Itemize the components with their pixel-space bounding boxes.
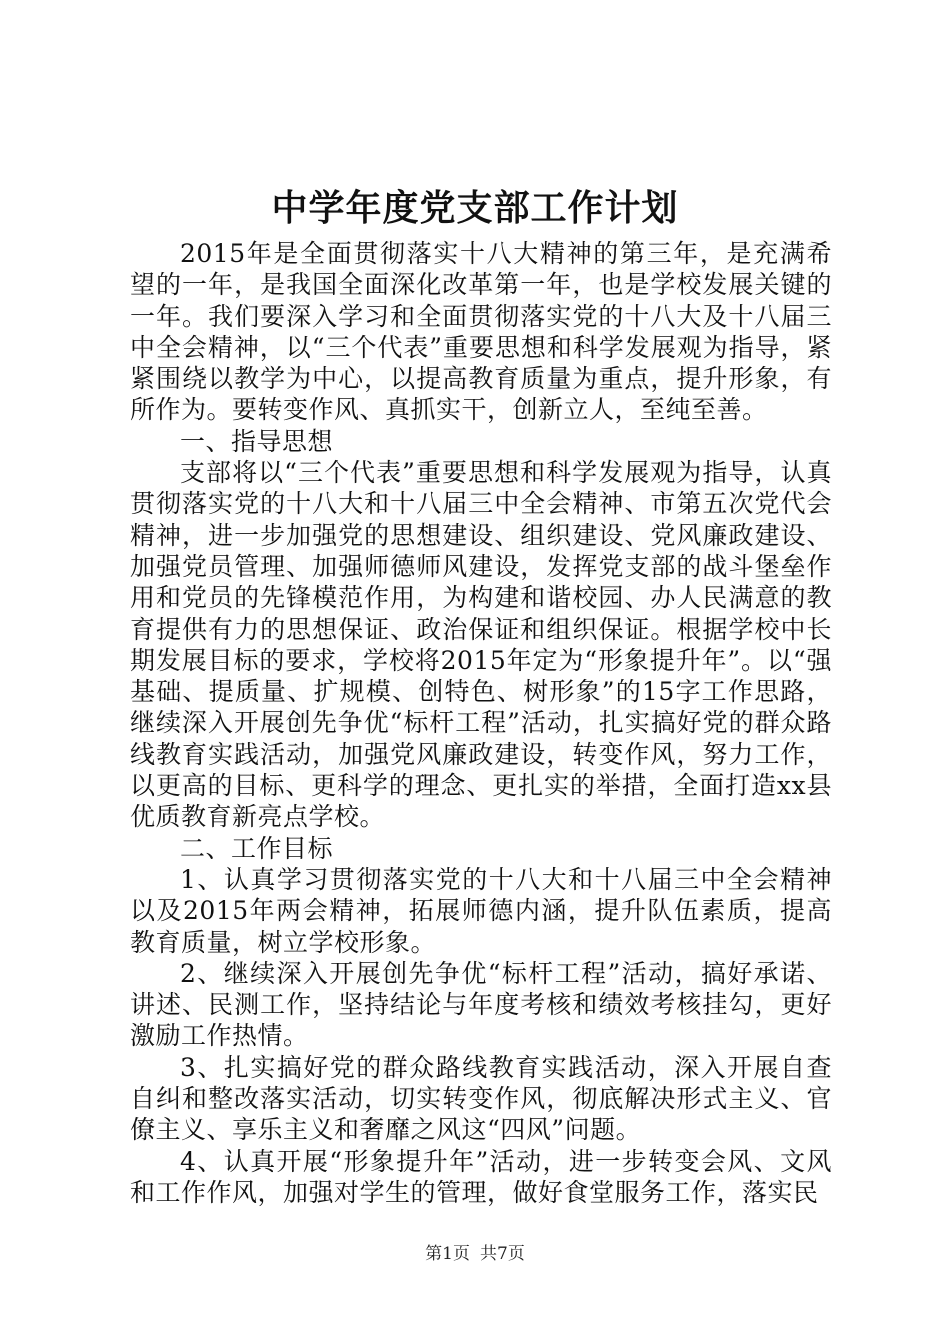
- goal-item-1: 1、认真学习贯彻落实党的十八大和十八届三中全会精神以及2015年两会精神，拓展师德内涵，提升队伍素质，提高教育质量，树立学校形象。: [130, 864, 832, 957]
- section-heading-guiding-ideology: 一、指导思想: [180, 426, 334, 456]
- section-heading-work-goals: 二、工作目标: [180, 833, 334, 863]
- goal-item-2: 2、继续深入开展创先争优“标杆工程”活动，搞好承诺、讲述、民测工作，坚持结论与年度考核和绩效考核挂勾，更好激励工作热情。: [130, 958, 832, 1051]
- goal-item-3: 3、扎实搞好党的群众路线教育实践活动，深入开展自查自纠和整改落实活动，切实转变作风，彻底解决形式主义、官僚主义、享乐主义和奢靡之风这“四风”问题。: [130, 1052, 832, 1145]
- goal-item-4: 4、认真开展“形象提升年”活动，进一步转变会风、文风和工作作风，加强对学生的管理，做好食堂服务工作，落实民: [130, 1146, 832, 1207]
- page-number: 第1页: [425, 1244, 470, 1264]
- document-body: [130, 238, 832, 1208]
- page-total: 共7页: [480, 1244, 525, 1264]
- page-footer: [0, 1243, 950, 1265]
- guiding-ideology-paragraph: 支部将以“三个代表”重要思想和科学发展观为指导，认真贯彻落实党的十八大和十八届三中全会精神、市第五次党代会精神，进一步加强党的思想建设、组织建设、党风廉政建设、加强党员管理、加强师德师风建设，发挥党支部的战斗堡垒作用和党员的先锋模范作用，为构建和谐校园、办人民满意的教育提供有力的思想保证、政治保证和组织保证。根据学校中长期发展目标的要求，学校将2015年定为“形象提升年”。以“强基础、提质量、扩规模、创特色、树形象”的15字工作思路，继续深入开展创先争优“标杆工程”活动，扎实搞好党的群众路线教育实践活动，加强党风廉政建设，转变作风，努力工作，以更高的目标、更科学的理念、更扎实的举措，全面打造xx县优质教育新亮点学校。: [130, 458, 832, 832]
- document-title: 中学年度党支部工作计划: [271, 187, 679, 229]
- intro-paragraph: 2015年是全面贯彻落实十八大精神的第三年，是充满希望的一年，是我国全面深化改革第一年，也是学校发展关键的一年。我们要深入学习和全面贯彻落实党的十八大及十八届三中全会精神，以“三个代表”重要思想和科学发展观为指导，紧紧围绕以教学为中心，以提高教育质量为重点，提升形象，有所作为。要转变作风、真抓实干，创新立人，至纯至善。: [130, 239, 832, 425]
